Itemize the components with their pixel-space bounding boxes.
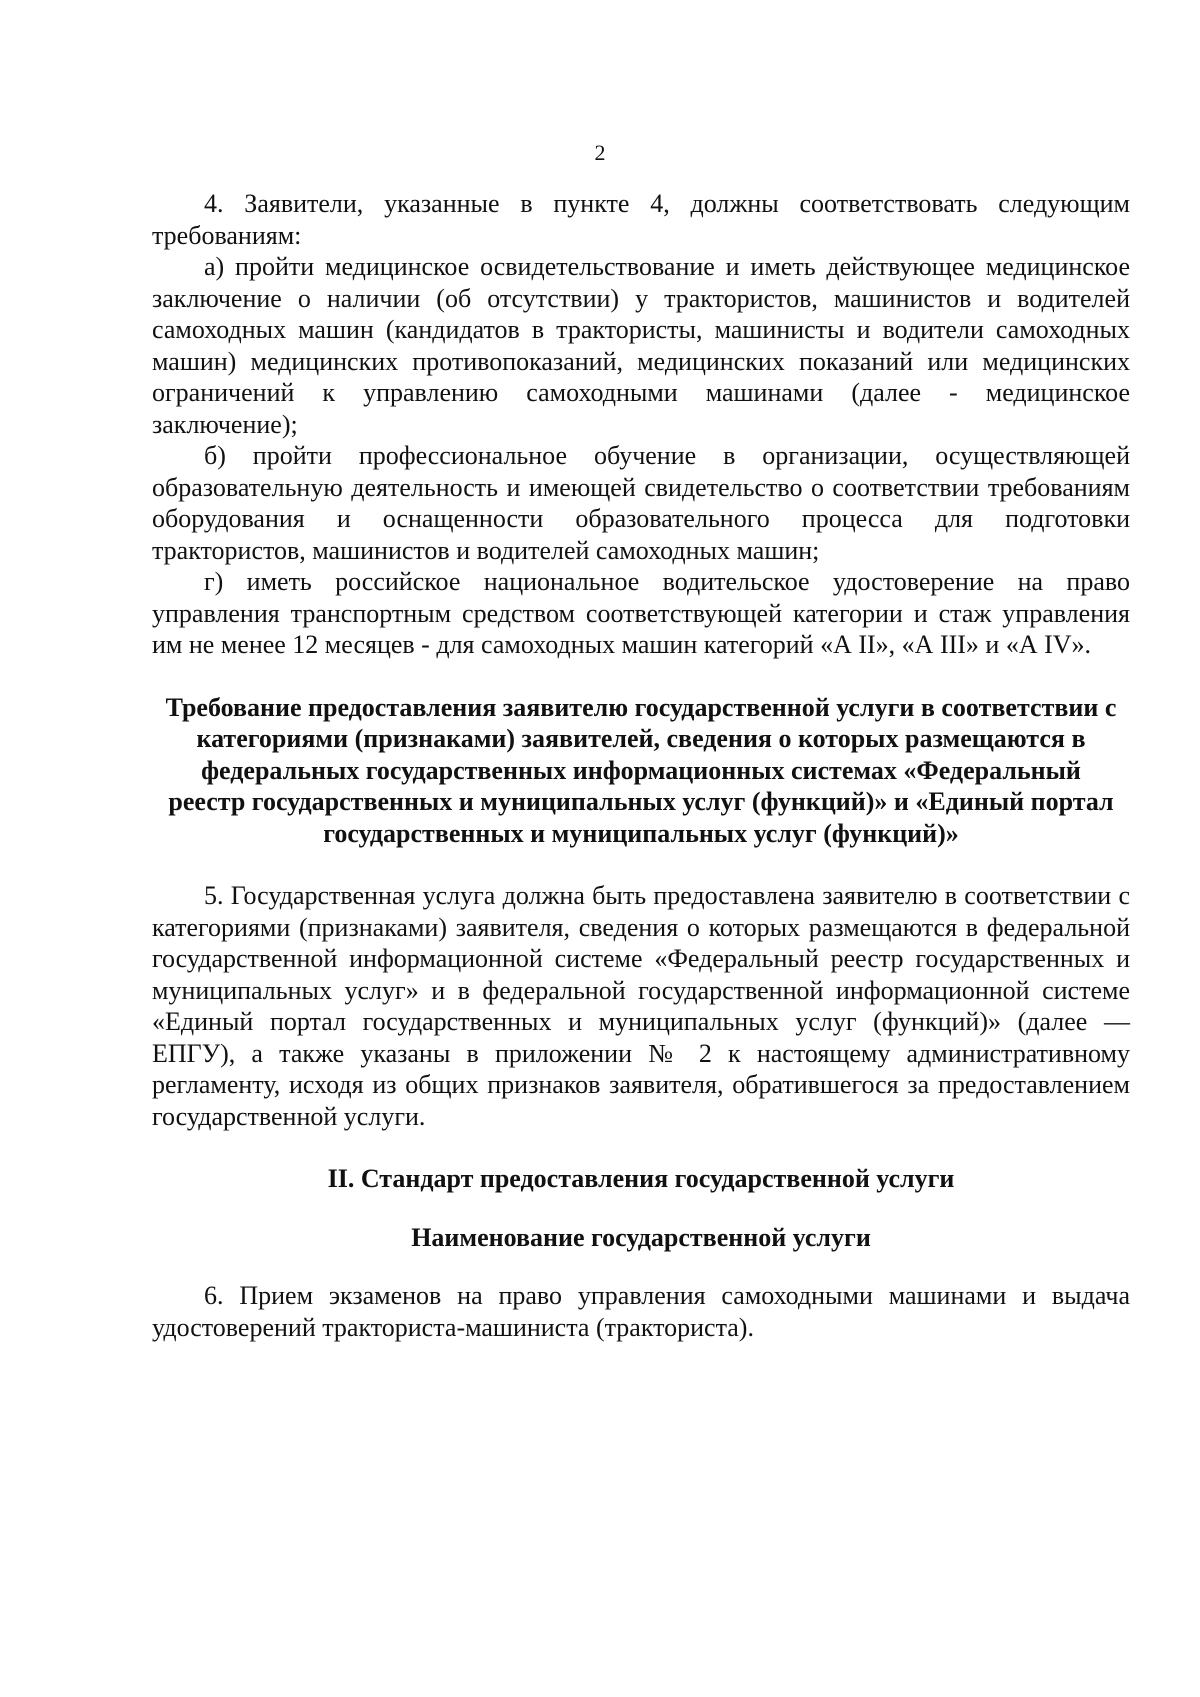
heading-section-2: II. Стандарт предоставления государственной услуги	[327, 1164, 955, 1193]
paragraph-4b: б) пройти профессиональное обучение в организации, осуществляющей образовательную деятельность и имеющей свидетельство о соответствии требованиям оборудования и оснащенности образовательного процесса для подготовки трактористов, машинистов и водителей самоходных машин;	[152, 441, 1130, 565]
heading-service-name: Наименование государственной услуги	[411, 1222, 871, 1252]
spacer	[152, 1132, 1130, 1163]
document-body	[152, 188, 1130, 1343]
spacer	[152, 1195, 1130, 1222]
paragraph-5: 5. Государственная услуга должна быть предоставлена заявителю в соответствии с категориями (признаками) заявителя, сведения о которых размещаются в федеральной государственной информационной системе «Федеральный реестр государственных и муниципальных услуг» и в федеральной государственной информационной системе «Единый портал государственных и муниципальных услуг (функций)» (далее — ЕПГУ), а также указаны в приложении № 2 к настоящему административному регламенту, исходя из общих признаков заявителя, обратившегося за предоставлением государственной услуги.	[152, 881, 1130, 1131]
paragraph-4a: а) пройти медицинское освидетельствование и иметь действующее медицинское заключение о наличии (об отсутствии) у трактористов, машинистов и водителей самоходных машин (кандидатов в трактористы, машинисты и водители самоходных машин) медицинских противопоказаний, медицинских показаний или медицинских ограничений к управлению самоходными машинами (далее - медицинское заключение);	[152, 252, 1130, 439]
page-number: 2	[594, 140, 606, 165]
spacer	[152, 1253, 1130, 1280]
heading-requirement: Требование предоставления заявителю государственной услуги в соответствии с категориями (признаками) заявителей, сведения о которых размещаются в федеральных государственных информационных системах «Федеральный реестр государственных и муниципальных услуг (функций)» и «Единый портал государственных и муниципальных услуг (функций)»	[165, 692, 1117, 848]
paragraph-4: 4. Заявители, указанные в пункте 4, должны соответствовать следующим требованиям:	[152, 189, 1130, 250]
paragraph-6: 6. Прием экзаменов на право управления самоходными машинами и выдача удостоверений тракториста-машиниста (тракториста).	[152, 1281, 1130, 1342]
paragraph-4g: г) иметь российское национальное водительское удостоверение на право управления транспортным средством соответствующей категории и стаж управления им не менее 12 месяцев - для самоходных машин категорий «А II», «А III» и «А IV».	[152, 567, 1130, 659]
spacer	[152, 849, 1130, 880]
spacer	[152, 661, 1130, 692]
